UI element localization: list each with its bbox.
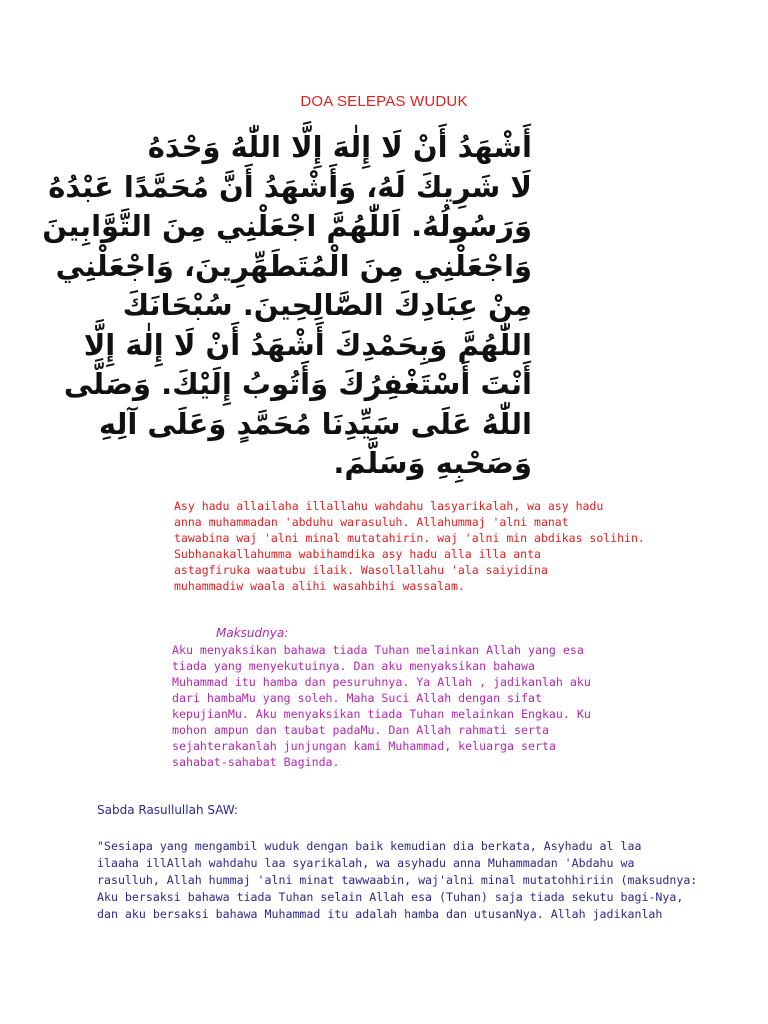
hadith-heading: Sabda Rasullullah SAW:	[97, 803, 238, 817]
arabic-line: وَصَحْبِهِ وَسَلَّمَ.	[333, 446, 532, 480]
meaning-line: dari hambaMu yang soleh. Maha Suci Allah dengan sifat	[172, 691, 542, 705]
arabic-line: أَشْهَدُ أَنْ لَا إِلٰهَ إِلَّا اللّٰهُ وَحْدَهُ	[147, 130, 532, 164]
page-title: DOA SELEPAS WUDUK	[300, 93, 468, 110]
hadith-line: Aku bersaksi bahawa tiada Tuhan selain Allah esa (Tuhan) saja tiada sekutu bagi-Nya,	[97, 890, 684, 904]
arabic-line: مِنْ عِبَادِكَ الصَّالِحِينَ. سُبْحَانَكَ	[122, 288, 532, 322]
meaning-paragraph	[172, 642, 592, 770]
arabic-prayer-text	[42, 128, 532, 488]
arabic-line: لَا شَرِيكَ لَهُ، وَأَشْهَدُ أَنَّ مُحَمَّدًا عَبْدُهُ	[48, 169, 532, 204]
arabic-line: أَنْتَ أَسْتَغْفِرُكَ وَأَتُوبُ إِلَيْكَ. وَصَلَّى	[63, 367, 532, 401]
transliteration-line: Asy hadu allailaha illallahu wahdahu lasyarikalah, wa asy hadu	[174, 499, 604, 513]
meaning-heading: Maksudnya:	[216, 626, 289, 640]
hadith-line: dan aku bersaksi bahawa Muhammad itu adalah hamba dan utusanNya. Allah jadikanlah	[97, 907, 663, 921]
hadith-line: ilaaha illAllah wahdahu laa syarikalah, wa asyhadu anna Muhammadan 'Abdahu wa	[97, 856, 635, 870]
meaning-line: kepujianMu. Aku menyaksikan tiada Tuhan melainkan Engkau. Ku	[172, 707, 591, 721]
arabic-line: اللّٰهُ عَلَى سَيِّدِنَا مُحَمَّدٍ وَعَلَى آلِهِ	[98, 406, 532, 441]
hadith-paragraph	[97, 838, 698, 923]
hadith-line: rasulluh, Allah hummaj 'alni minat tawwaabin, waj'alni minal mutatohhiriin (maksudnya:	[97, 873, 698, 887]
arabic-line: وَاجْعَلْنِي مِنَ الْمُتَطَهِّرِينَ، وَاجْعَلْنِي	[55, 248, 532, 283]
meaning-line: sejahterakanlah junjungan kami Muhammad, keluarga serta	[172, 739, 556, 753]
meaning-line: sahabat-sahabat Baginda.	[172, 755, 340, 769]
transliteration-line: tawabina waj 'alni minal mutatahirin. waj 'alni min abdikas solihin.	[174, 531, 645, 545]
transliteration-paragraph	[174, 498, 645, 594]
transliteration-line: anna muhammadan 'abduhu warasuluh. Allahummaj 'alni manat	[174, 515, 569, 529]
meaning-line: tiada yang menyekutuinya. Dan aku menyaksikan bahawa	[172, 659, 535, 673]
hadith-line: "Sesiapa yang mengambil wuduk dengan baik kemudian dia berkata, Asyhadu al laa	[97, 839, 642, 853]
meaning-line: Aku menyaksikan bahawa tiada Tuhan melainkan Allah yang esa	[172, 643, 584, 657]
meaning-line: Muhammad itu hamba dan pesuruhnya. Ya Allah , jadikanlah aku	[172, 675, 591, 689]
meaning-line: mohon ampun dan taubat padaMu. Dan Allah rahmati serta	[172, 723, 549, 737]
arabic-line: اللّٰهُمَّ وَبِحَمْدِكَ أَشْهَدُ أَنْ لَا إِلٰهَ إِلَّا	[83, 327, 532, 362]
transliteration-line: muhammadiw waala alihi wasahbihi wassalam.	[174, 579, 465, 593]
transliteration-line: Subhanakallahumma wabihamdika asy hadu alla illa anta	[174, 547, 541, 561]
transliteration-line: astagfiruka waatubu ilaik. Wasollallahu 'ala saiyidina	[174, 563, 548, 577]
arabic-line: وَرَسُولُهُ. اَللّٰهُمَّ اجْعَلْنِي مِنَ التَّوَّابِينَ	[42, 209, 532, 243]
